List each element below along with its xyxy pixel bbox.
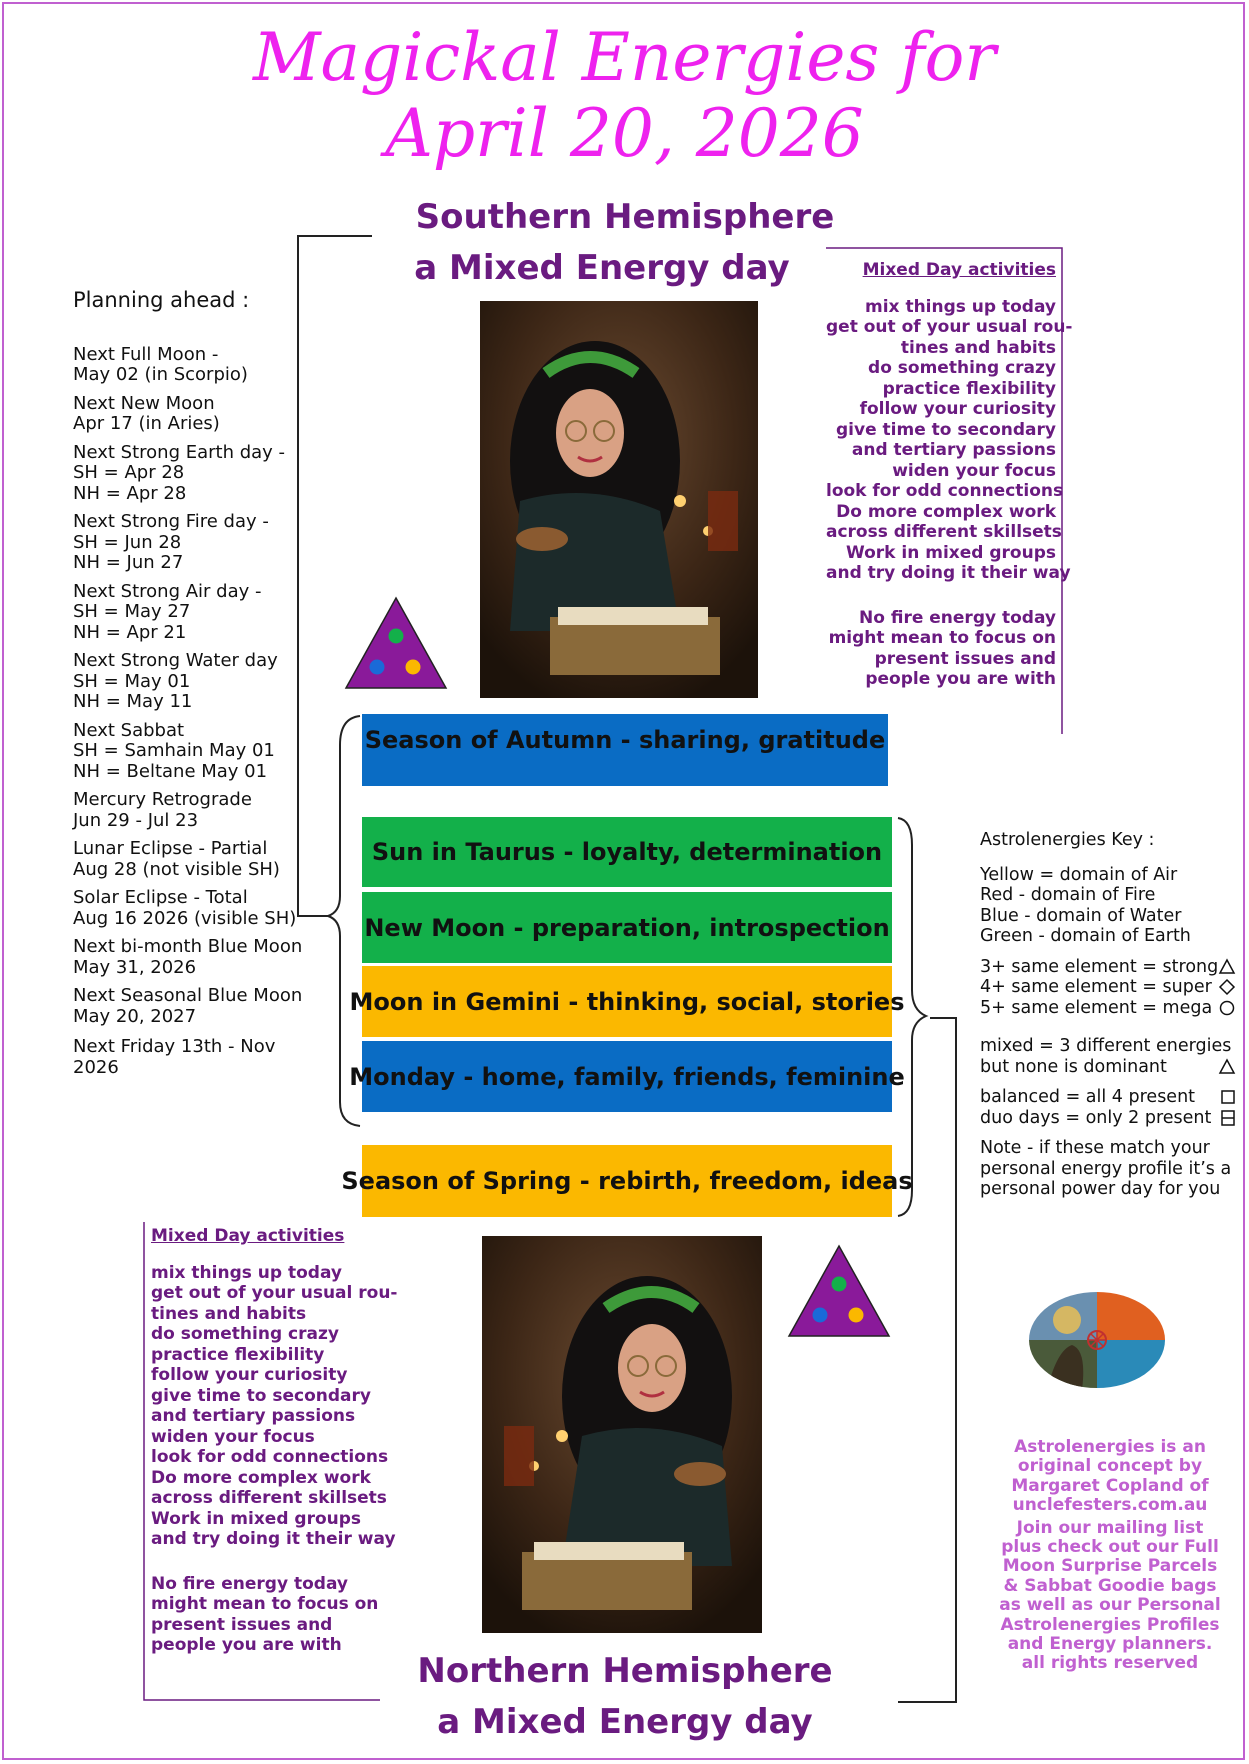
sh-note-line: people you are with <box>865 669 1056 689</box>
sh-activity-line: widen your focus <box>892 460 1056 481</box>
page-title-line2: April 20, 2026 <box>385 95 864 172</box>
credit-line: all rights reserved <box>1021 1653 1199 1674</box>
key-note-line3: personal power day for you <box>980 1179 1221 1199</box>
season-north-bar: Season of Spring - rebirth, freedom, ideas <box>362 1145 892 1217</box>
credit-line: & Sabbat Goodie bags <box>1003 1575 1217 1596</box>
key-strong: 3+ same element = strong <box>980 956 1219 977</box>
nh-activities-panel <box>151 1226 398 1656</box>
key-heading: Astrolenergies Key : <box>980 830 1155 850</box>
nh-activity-line: look for odd connections <box>151 1447 389 1467</box>
planning-item: Next Full Moon - May 02 (in Scorpio) <box>73 343 248 385</box>
nh-activity-line: mix things up today <box>151 1262 342 1283</box>
nh-activity-line: give time to secondary <box>151 1385 371 1406</box>
planning-item: Mercury Retrograde Jun 29 - Jul 23 <box>73 789 252 831</box>
key-duo: duo days = only 2 present <box>980 1107 1212 1128</box>
astrolenergies-key <box>980 830 1235 1200</box>
sh-activity-line: follow your curiosity <box>859 399 1056 419</box>
square-icon <box>1221 1090 1235 1104</box>
nh-activity-line: and try doing it their way <box>151 1529 396 1549</box>
witch-photo-north <box>482 1236 762 1633</box>
logo-emblem-icon <box>1027 1290 1167 1390</box>
planning-item: Next Strong Fire day - SH = Jun 28 NH = Jun 27 <box>73 511 269 573</box>
weekday-bar: Monday - home, family, friends, feminine <box>362 1041 892 1112</box>
nh-activity-line: and tertiary passions <box>151 1406 356 1426</box>
season-south-bar: Season of Autumn - sharing, gratitude <box>362 714 888 786</box>
credit-line: plus check out our Full <box>1001 1537 1219 1558</box>
sh-activity-line: mix things up today <box>865 296 1056 317</box>
nh-activity-line: practice flexibility <box>151 1344 325 1365</box>
credit-line: Margaret Copland of <box>1011 1475 1209 1496</box>
key-note-line1: Note - if these match your <box>980 1138 1210 1158</box>
nh-activities-heading: Mixed Day activities <box>151 1226 345 1246</box>
nh-activity-line: Do more complex work <box>151 1467 371 1488</box>
sun-sign-bar: Sun in Taurus - loyalty, determination <box>362 817 892 887</box>
planning-item: Lunar Eclipse - Partial Aug 28 (not visible SH) <box>73 838 280 880</box>
planning-item: Next Friday 13th - Nov 2026 <box>73 1036 276 1078</box>
diamond-icon <box>1219 979 1235 995</box>
moon-sign-bar: Moon in Gemini - thinking, social, stories <box>362 966 892 1037</box>
credit-line: Astrolenergies is an <box>1014 1437 1206 1457</box>
sh-activity-line: Work in mixed groups <box>845 542 1056 563</box>
credit-line: original concept by <box>1017 1456 1203 1477</box>
credit-line: Moon Surprise Parcels <box>1002 1556 1218 1577</box>
nh-note-line: might mean to focus on <box>151 1594 379 1614</box>
planning-item: Solar Eclipse - Total Aug 16 2026 (visible SH) <box>73 887 297 929</box>
southern-hemisphere-heading: Southern Hemisphere <box>415 197 835 237</box>
northern-hemisphere-heading: Northern Hemisphere <box>417 1651 833 1691</box>
sh-note-line: No fire energy today <box>859 607 1056 628</box>
nh-activity-line: across different skillsets <box>151 1488 387 1508</box>
planning-ahead-panel <box>73 290 323 1086</box>
sh-note-line: might mean to focus on <box>828 628 1056 648</box>
nh-activity-line: do something crazy <box>151 1324 339 1344</box>
sh-note-line: present issues and <box>874 648 1056 669</box>
sh-activity-line: tines and habits <box>900 337 1056 358</box>
sh-activity-line: and tertiary passions <box>851 440 1056 460</box>
nh-activity-line: get out of your usual rou- <box>151 1283 398 1303</box>
key-mega: 5+ same element = mega <box>980 997 1213 1018</box>
credit-line: Astrolenergies Profiles <box>1000 1614 1220 1635</box>
mixed-triangle-icon-south <box>344 596 448 690</box>
planning-item: Next Strong Water day SH = May 01 NH = May 11 <box>73 650 278 712</box>
key-element-earth: Green - domain of Earth <box>980 926 1191 946</box>
witch-photo-south <box>480 301 758 698</box>
nh-activity-line: tines and habits <box>151 1303 307 1324</box>
mixed-triangle-key-icon <box>1219 1059 1235 1074</box>
moon-phase-bar: New Moon - preparation, introspection <box>362 892 892 963</box>
mixed-triangle-icon-north <box>787 1244 891 1338</box>
planning-item: Next Strong Earth day - SH = Apr 28 NH = Apr 28 <box>73 441 286 504</box>
sh-activity-line: Do more complex work <box>836 501 1056 522</box>
key-note-line2: personal energy profile it’s a <box>980 1158 1232 1179</box>
key-mixed-line2: but none is dominant <box>980 1056 1167 1077</box>
credit-line: Join our mailing list <box>1016 1517 1204 1538</box>
sh-activity-line: give time to secondary <box>836 419 1056 440</box>
nh-note-line: people you are with <box>151 1635 342 1655</box>
sh-activity-line: across different skillsets <box>826 522 1062 542</box>
sh-activities-heading: Mixed Day activities <box>862 260 1056 280</box>
sh-activities-panel <box>826 260 1073 690</box>
credit-line: unclefesters.com.au <box>1012 1495 1208 1516</box>
nh-activity-line: follow your curiosity <box>151 1365 348 1385</box>
credit-line: as well as our Personal <box>999 1595 1221 1616</box>
nh-activity-line: widen your focus <box>151 1426 315 1447</box>
duo-square-icon <box>1221 1110 1235 1126</box>
credit-panel <box>985 1438 1235 1674</box>
planning-heading: Planning ahead : <box>73 288 250 312</box>
nh-activity-line: Work in mixed groups <box>151 1508 362 1529</box>
planning-item: Next Strong Air day - SH = May 27 NH = Apr 21 <box>73 580 262 643</box>
southern-energy-type: a Mixed Energy day <box>414 248 790 288</box>
planning-item: Next bi-month Blue Moon May 31, 2026 <box>73 936 303 978</box>
nh-note-line: present issues and <box>151 1614 333 1635</box>
key-element-fire: Red - domain of Fire <box>980 885 1156 905</box>
key-balanced: balanced = all 4 present <box>980 1087 1196 1107</box>
planning-item: Next Sabbat SH = Samhain May 01 NH = Beltane May 01 <box>73 719 275 782</box>
page-title-line1: Magickal Energies for <box>253 19 996 96</box>
planning-item: Next New Moon Apr 17 (in Aries) <box>73 392 220 434</box>
sh-activity-line: look for odd connections <box>826 481 1064 501</box>
sh-activity-line: get out of your usual rou- <box>826 317 1073 337</box>
nh-note-line: No fire energy today <box>151 1573 348 1594</box>
credit-line: and Energy planners. <box>1007 1634 1213 1655</box>
key-mixed-line1: mixed = 3 different energies <box>980 1036 1232 1056</box>
sh-activity-line: do something crazy <box>868 358 1056 378</box>
key-element-air: Yellow = domain of Air <box>980 864 1178 885</box>
key-element-water: Blue - domain of Water <box>980 905 1182 926</box>
circle-icon <box>1219 1000 1235 1016</box>
northern-energy-type: a Mixed Energy day <box>437 1702 813 1742</box>
planning-item: Next Seasonal Blue Moon May 20, 2027 <box>73 985 303 1027</box>
sh-activity-line: and try doing it their way <box>826 563 1071 583</box>
key-super: 4+ same element = super <box>980 977 1212 997</box>
sh-activity-line: practice flexibility <box>882 378 1056 399</box>
triangle-icon <box>1219 959 1235 974</box>
